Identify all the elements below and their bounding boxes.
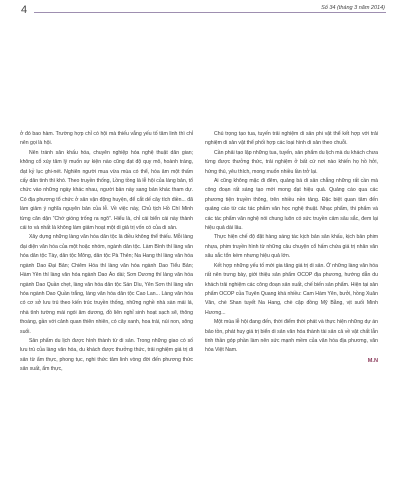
left-column (20, 130, 193, 375)
page-number: 4 (21, 4, 28, 16)
paragraph: Kết hợp những yếu tố mới gia tăng giá trị di sản. Ở những làng văn hóa rất nên trưng bày, giới thiệu sản phẩm OCOP địa phương, hướng dẫn du khách trải nghiệm các công đoạn sản xuất, chế biến sản phẩm. Hiện tại sản phẩm OCOP của Tuyên Quang khá nhiều: Cam Hàm Yên, bưởi, hồng Xuân Vân, chè Shan tuyết Na Hang, chè cặp đồng Mỹ Bằng, vịt suối Minh Hương... (205, 262, 378, 316)
author-signature: M.N (367, 357, 378, 364)
paragraph: ở đó bao hàm. Trường hợp chỉ có hội mà thiếu vắng yếu tố tâm linh thì chỉ nên gọi là hội. (20, 131, 193, 147)
paragraph: Ai cũng không mặc đi đêm, quảng bá di sản chẳng những rất cần mà công đoạn rất sáng tạo mới mong đạt hiệu quả. Quảng cáo qua các phương tiện truyền thông, trên nhiều nền tảng. Đặc biệt quan tâm đến quảng cáo từ các tác phẩm văn học nghệ thuật. Nhạc phẩm, thi phẩm và các tác phẩm văn nghệ nói chung luôn có sức truyền cảm sâu sắc, đem lại hiệu quả dài lâu. (205, 178, 378, 232)
paragraph: Sản phẩm du lịch được hình thành từ di sản. Trong những giao có số lưu trú của làng văn hóa, du khách được thưởng thức, trải nghiệm giá trị di sản từ ẩm thực, phong tục, nghi thức tâm linh vòng đời đến phương thức sản xuất, ẩm thực, (20, 337, 193, 373)
paragraph: Một mùa lễ hội đang đến, thời điểm thời phát và thực hiện những dự án bảo tồn, phát huy giá trị biển di sản văn hóa thành tài sản cả về vật chất lẫn tinh thần góp phần làm nên sức mạnh mềm của văn hóa địa phương, văn hóa Việt Nam. (205, 319, 378, 354)
paragraph: Thực hiện chế độ đặt hàng sáng tác kịch bản sân khấu, kịch bản phim nhựa, phim truyền hình từ những câu chuyện cổ hấm chứa giá trị nhân văn sâu sắc tổn kém nhưng hiệu quả lớn. (205, 234, 378, 260)
right-column (205, 130, 378, 366)
header-divider (34, 12, 386, 13)
issue-label: Số 34 (tháng 3 năm 2014) (321, 5, 385, 11)
paragraph: Nên tránh sân khấu hóa, chuyên nghiệp hóa nghệ thuật dân gian; không cổ xúy tâm lý muốn sự kiện nào cũng đạt độ quy mô, hoành tráng, đạt kỷ lục ghi-nét. Nghiên người mua vừa mùa có thể, hóa âm một thấm cấy dân tinh thì khó. Theo truyền thống, Lồng tồng là lễ hội của làng bản, tổ chức vào những ngày khác nhau, người bản này sang bản khác tham dự. Có địa phương tổ chức ở sân vận động huyện, để cắt dế cây tích điền... đã làm giảm ý nghĩa nguyên bản của lễ. Về việc này, Chủ tịch Hồ Chí Minh từng căn dặn “Chớ gióng trống ra ngõ”. Hiểu là, chỉ cái biển cái này thành cái to và nhất là không làm giảm hoạt một di giả trị vốn có của di sản. (20, 149, 193, 232)
paragraph: Cần phải tạo lập những tua, tuyến, sản phẩm du lịch mà du khách chưa từng được thưởng thức, trải nghiệm ở bất cứ nơi nào khiến họ hồ hởi, hứng thú, yêu thích, mong muốn nhiều lần trở lại. (205, 149, 378, 175)
paragraph: Chú trọng tạo tua, tuyến trải nghiệm di sản phi vật thể kết hợp với trải nghiệm di sản vật thể phối hợp các loại hình di sản theo chuỗi. (205, 131, 378, 147)
paragraph: Xây dựng những làng văn hóa dân tộc là điều không thể thiếu. Mỗi làng đại diện văn hóa của một hoặc nhóm, ngành dân tộc. Làm Bình thí làng văn hóa dân tộc Tày, dân tộc Mông, dân tộc Pà Thẻn; Na Hang thí làng văn hóa ngành Dao Đại Bản; Chiêm Hóa thí làng văn hóa ngành Dao Tiểu Bản; Hàm Yên thí làng văn hóa ngành Dao Áo dài; Sơn Dương thí làng văn hóa ngành Dao Quần chẹt, làng văn hóa dân tộc Sán Dìu, Yên Sơn thí làng văn hóa ngành Dao Quần trắng, làng văn hóa dân tộc Cao Lan... Làng văn hóa có cơ sở lưu trú theo kiến trúc truyền thống, những nghề nhà sàn mái lá, nhà tình tường mái ngói âm dương, đồ liên nghỉ sinh hoạt sạch sẽ, thông thoáng, gần với cảnh quan thiên nhiên, có cây xanh, hoa trái, núi non, sông suối. (20, 234, 193, 335)
